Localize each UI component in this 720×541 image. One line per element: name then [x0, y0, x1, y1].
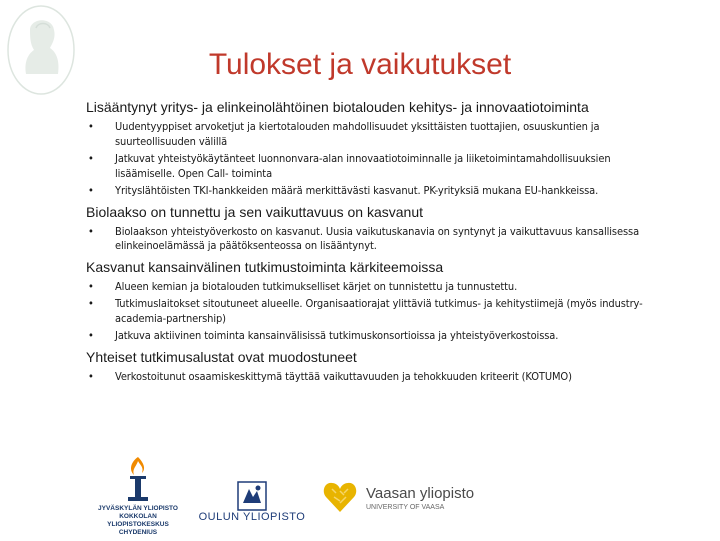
section-2: [86, 203, 666, 254]
list-item: [86, 120, 666, 149]
vaasa-subname: UNIVERSITY OF VAASA: [366, 504, 445, 511]
section-heading: Kasvanut kansainvälinen tutkimustoiminta kärkiteemoissa: [86, 258, 444, 275]
oulu-emblem-icon: [237, 481, 267, 511]
bullet-text: Tutkimuslaitokset sitoutuneet alueelle. Organisaatiorajat ylittäviä tutkimus- ja kehitystiimejä (myös industry-academia-partnership): [115, 297, 643, 325]
jyu-name: JYVÄSKYLÄN YLIOPISTO: [98, 505, 178, 512]
logo-strip: [0, 455, 720, 540]
bullet-glyph: •: [88, 279, 94, 293]
section-4: [86, 348, 666, 385]
list-item: [86, 225, 666, 254]
oulu-name: OULUN YLIOPISTO: [198, 511, 306, 523]
list-item: [86, 184, 666, 199]
bullet-text: Alueen kemian ja biotalouden tutkimukselliset kärjet on tunnistettu ja tunnustettu.: [115, 279, 518, 293]
bullet-text: Yrityslähtöisten TKI-hankkeiden määrä merkittävästi kasvanut. PK-yrityksiä mukana EU-hankkeissa.: [115, 184, 599, 197]
torch-icon: [118, 455, 158, 505]
bullet-glyph: •: [88, 329, 94, 342]
vaasa-name: Vaasan yliopisto: [366, 485, 475, 502]
jyu-logo-text: [88, 505, 188, 537]
bullet-text: Verkostoitunut osaamiskeskittymä täyttää vaikuttavuuden ja tehokkuuden kriteerit (KOTUMO): [115, 369, 572, 383]
section-1: [86, 98, 666, 199]
list-item: [86, 152, 666, 181]
bullet-list: [86, 120, 666, 199]
bullet-text: Jatkuva aktiivinen toiminta kansainvälisissä tutkimuskonsortioissa ja yhteistyöverkostoissa.: [115, 329, 559, 342]
section-heading: Yhteiset tutkimusalustat ovat muodostuneet: [86, 348, 357, 365]
jyu-campus: KOKKOLAN YLIOPISTOKESKUS: [107, 513, 169, 528]
list-item: [86, 297, 666, 326]
bullet-text: Uudentyyppiset arvoketjut ja kiertotalouden mahdollisuudet yksittäisten tuottajien, osuuskuntien ja suurteollisuuden välillä: [115, 120, 600, 148]
bullet-list: [86, 280, 666, 344]
heart-icon: [322, 479, 358, 515]
bullet-glyph: •: [88, 369, 94, 383]
slide-content: [86, 98, 666, 388]
bullet-list: [86, 370, 666, 385]
slide-title: Tulokset ja vaikutukset: [208, 48, 512, 81]
jyu-logo: [88, 455, 188, 540]
vaasa-logo: [322, 479, 522, 529]
oulu-logo: [192, 481, 312, 541]
bullet-glyph: •: [88, 224, 94, 238]
bullet-text: Biolaakson yhteistyöverkosto on kasvanut. Uusia vaikutuskanavia on syntynyt ja vaikuttavuus kansallisessa elinkeinoelämässä ja päätöksenteossa on lisääntynyt.: [115, 224, 640, 252]
list-item: [86, 370, 666, 385]
section-3: [86, 258, 666, 344]
bullet-glyph: •: [88, 152, 94, 165]
section-heading: Lisääntynyt yritys- ja elinkeinolähtöinen biotalouden kehitys- ja innovaatiotoiminta: [86, 99, 589, 115]
list-item: [86, 329, 666, 344]
section-heading: Biolaakso on tunnettu ja sen vaikuttavuus on kasvanut: [86, 203, 423, 220]
jyu-unit: CHYDENIUS: [118, 529, 158, 536]
list-item: [86, 280, 666, 295]
bullet-text: Jatkuvat yhteistyökäytänteet luonnonvara-alan innovaatiotoiminnalle ja liiketoimintamahdollisuuksien lisäämiselle. Open Call- toiminta: [115, 152, 611, 180]
bullet-list: [86, 225, 666, 254]
bullet-glyph: •: [88, 297, 94, 310]
bullet-glyph: •: [88, 120, 94, 133]
bullet-glyph: •: [88, 184, 94, 197]
